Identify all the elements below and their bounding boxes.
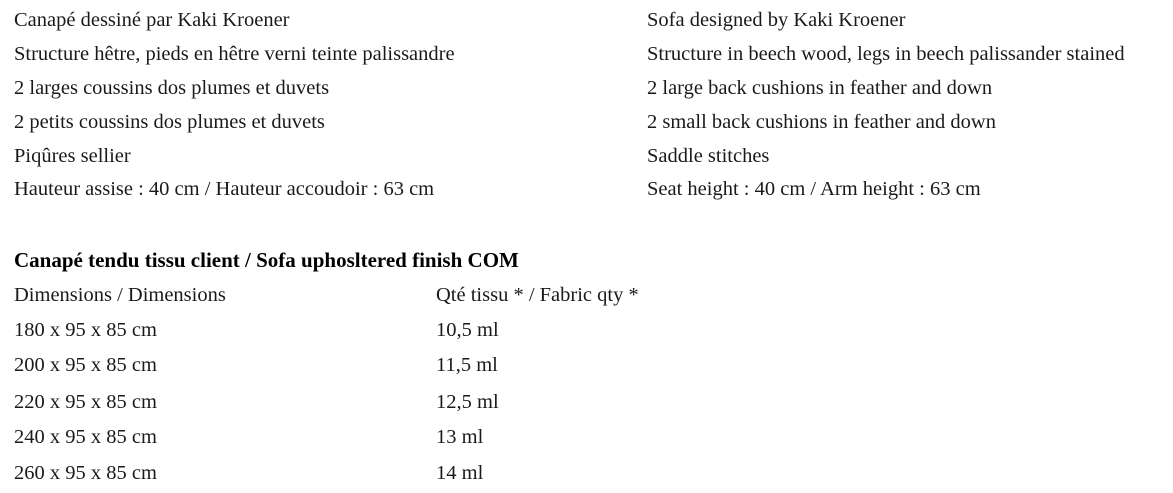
description-line-en: 2 large back cushions in feather and down — [647, 77, 993, 99]
table-cell-fabric-qty: 11,5 ml — [436, 354, 498, 376]
table-cell-dimensions: 180 x 95 x 85 cm — [14, 319, 157, 341]
description-line-fr: 2 larges coussins dos plumes et duvets — [14, 77, 330, 99]
description-line-en: Structure in beech wood, legs in beech palissander stained — [647, 43, 1125, 65]
description-line-en: Saddle stitches — [647, 145, 770, 167]
description-line-en: Seat height : 40 cm / Arm height : 63 cm — [647, 178, 981, 200]
section-title: Canapé tendu tissu client / Sofa uphosltered finish COM — [14, 248, 519, 272]
table-cell-dimensions: 200 x 95 x 85 cm — [14, 354, 157, 376]
table-cell-dimensions: 260 x 95 x 85 cm — [14, 462, 157, 484]
description-line-fr: Piqûres sellier — [14, 145, 131, 167]
table-cell-fabric-qty: 10,5 ml — [436, 319, 499, 341]
table-cell-fabric-qty: 13 ml — [436, 426, 484, 448]
description-line-fr: 2 petits coussins dos plumes et duvets — [14, 111, 325, 133]
table-cell-dimensions: 240 x 95 x 85 cm — [14, 426, 157, 448]
table-cell-dimensions: 220 x 95 x 85 cm — [14, 391, 157, 413]
description-line-en: Sofa designed by Kaki Kroener — [647, 9, 906, 31]
table-header-fabric-qty: Qté tissu * / Fabric qty * — [436, 284, 639, 306]
description-line-fr: Canapé dessiné par Kaki Kroener — [14, 9, 290, 31]
table-header-dimensions: Dimensions / Dimensions — [14, 284, 226, 306]
description-line-fr: Structure hêtre, pieds en hêtre verni teinte palissandre — [14, 43, 455, 65]
description-line-fr: Hauteur assise : 40 cm / Hauteur accoudoir : 63 cm — [14, 178, 435, 200]
description-line-en: 2 small back cushions in feather and down — [647, 111, 996, 133]
table-cell-fabric-qty: 14 ml — [436, 462, 484, 484]
table-cell-fabric-qty: 12,5 ml — [436, 391, 499, 413]
